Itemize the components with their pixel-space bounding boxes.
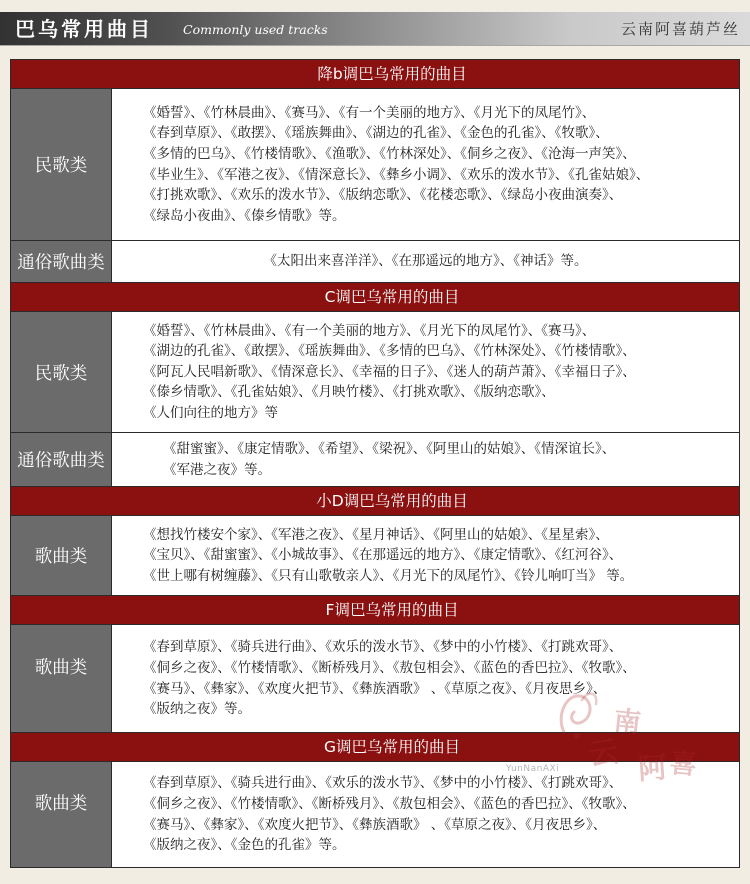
tracks-table bbox=[10, 59, 740, 868]
watermark-char: 阿 bbox=[636, 750, 669, 786]
category-label: 民歌类 bbox=[11, 89, 112, 240]
track-line: 《侗乡之夜》、《竹楼情歌》、《断桥残月》、《敖包相会》、《蓝色的香巴拉》、《牧歌》、 bbox=[143, 795, 636, 812]
track-line: 《太阳出来喜洋洋》、《在那遥远的地方》、《神话》等。 bbox=[263, 253, 588, 270]
watermark-caption: YunNanAXi bbox=[506, 764, 560, 774]
track-line: 《侗乡之夜》、《竹楼情歌》、《断桥残月》、《敖包相会》、《蓝色的香巴拉》、《牧歌》、 bbox=[143, 659, 636, 676]
track-line: 《春到草原》、《骑兵进行曲》、《欢乐的泼水节》、《梦中的小竹楼》、《打跳欢哥》、 bbox=[143, 775, 623, 792]
track-line: 《世上哪有树缠藤》、《只有山歌敬亲人》、《月光下的凤尾竹》、《铃儿响叮当》 等。 bbox=[143, 567, 634, 584]
track-line: 《打挑欢歌》、《欢乐的泼水节》、《版纳恋歌》、《花楼恋歌》、《绿岛小夜曲演奏》、 bbox=[143, 187, 623, 204]
brand-name: 云南阿喜葫芦丝 bbox=[620, 20, 740, 38]
track-line: 《想找竹楼安个家》、《军港之夜》、《星月神话》、《阿里山的姑娘》、《星星索》、 bbox=[143, 526, 609, 543]
track-list bbox=[112, 241, 739, 282]
page-title: 巴乌常用曲目 bbox=[15, 17, 153, 41]
section-title: G调巴乌常用的曲目 bbox=[11, 733, 739, 762]
track-line: 《傣乡情歌》、《孔雀姑娘》、《月映竹楼》、《打挑欢歌》、《版纳恋歌》、 bbox=[143, 384, 555, 401]
track-line: 《春到草原》、《敢摆》、《瑶族舞曲》、《湖边的孔雀》、《金色的孔雀》、《牧歌》、 bbox=[143, 125, 609, 142]
section-title: C调巴乌常用的曲目 bbox=[11, 283, 739, 312]
watermark-char: 南 bbox=[612, 705, 643, 740]
section-title: 降b调巴乌常用的曲目 bbox=[11, 60, 739, 89]
track-line: 《军港之夜》等。 bbox=[163, 461, 271, 478]
category-label: 歌曲类 bbox=[11, 625, 112, 732]
category-label: 歌曲类 bbox=[11, 762, 112, 867]
track-list bbox=[112, 762, 739, 867]
track-line: 《多情的巴乌》、《竹楼情歌》、《渔歌》、《竹林深处》、《侗乡之夜》、《沧海一声笑》、 bbox=[143, 145, 636, 162]
track-list bbox=[112, 89, 739, 240]
track-line: 《赛马》、《彝家》、《欢度火把节》、《彝族酒歌》 、《草原之夜》、《月夜思乡》、 bbox=[143, 816, 607, 833]
category-row bbox=[11, 312, 739, 433]
category-row bbox=[11, 625, 739, 733]
track-line: 《阿瓦人民唱新歌》、《情深意长》、《幸福的日子》、《迷人的葫芦萧》、《幸福日子》、 bbox=[143, 363, 636, 380]
track-list bbox=[112, 516, 739, 595]
track-line: 《宝贝》、《甜蜜蜜》、《小城故事》、《在那遥远的地方》、《康定情歌》、《红河谷》、 bbox=[143, 547, 623, 564]
track-line: 《版纳之夜》、《金色的孔雀》等。 bbox=[143, 837, 346, 854]
track-line: 《湖边的孔雀》、《敢摆》、《瑶族舞曲》、《多情的巴乌》、《竹林深处》、《竹楼情歌》、 bbox=[143, 343, 636, 360]
watermark-char: 喜 bbox=[668, 747, 699, 782]
category-row bbox=[11, 433, 739, 487]
track-list bbox=[112, 625, 739, 732]
category-label: 民歌类 bbox=[11, 312, 112, 432]
track-line: 《婚誓》、《竹林晨曲》、《有一个美丽的地方》、《月光下的凤尾竹》、《赛马》、 bbox=[143, 322, 596, 339]
watermark-char: 云 bbox=[586, 734, 621, 773]
track-line: 《春到草原》、《骑兵进行曲》、《欢乐的泼水节》、《梦中的小竹楼》、《打跳欢哥》、 bbox=[143, 639, 623, 656]
track-line: 《版纳之夜》等。 bbox=[143, 701, 251, 718]
category-row bbox=[11, 241, 739, 283]
header-banner bbox=[0, 12, 750, 46]
category-label: 歌曲类 bbox=[11, 516, 112, 595]
category-label: 通俗歌曲类 bbox=[11, 433, 112, 486]
track-line: 《婚誓》、《竹林晨曲》、《赛马》、《有一个美丽的地方》、《月光下的凤尾竹》、 bbox=[143, 104, 596, 121]
category-row bbox=[11, 516, 739, 596]
section-title: 小D调巴乌常用的曲目 bbox=[11, 487, 739, 516]
category-row bbox=[11, 89, 739, 241]
track-line: 《人们向往的地方》等 bbox=[143, 404, 278, 421]
track-line: 《甜蜜蜜》、《康定情歌》、《希望》、《梁祝》、《阿里山的姑娘》、《情深谊长》、 bbox=[163, 440, 616, 457]
track-line: 《赛马》、《彝家》、《欢度火把节》、《彝族酒歌》 、《草原之夜》、《月夜思乡》、 bbox=[143, 680, 607, 697]
page-subtitle: Commonly used tracks bbox=[183, 22, 328, 37]
track-list bbox=[112, 312, 739, 432]
track-list bbox=[112, 433, 739, 486]
category-row bbox=[11, 762, 739, 867]
track-line: 《毕业生》、《军港之夜》、《情深意长》、《彝乡小调》、《欢乐的泼水节》、《孔雀姑娘》、 bbox=[143, 166, 650, 183]
track-line: 《绿岛小夜曲》、《傣乡情歌》等。 bbox=[143, 207, 346, 224]
category-label: 通俗歌曲类 bbox=[11, 241, 112, 282]
section-title: F调巴乌常用的曲目 bbox=[11, 596, 739, 625]
